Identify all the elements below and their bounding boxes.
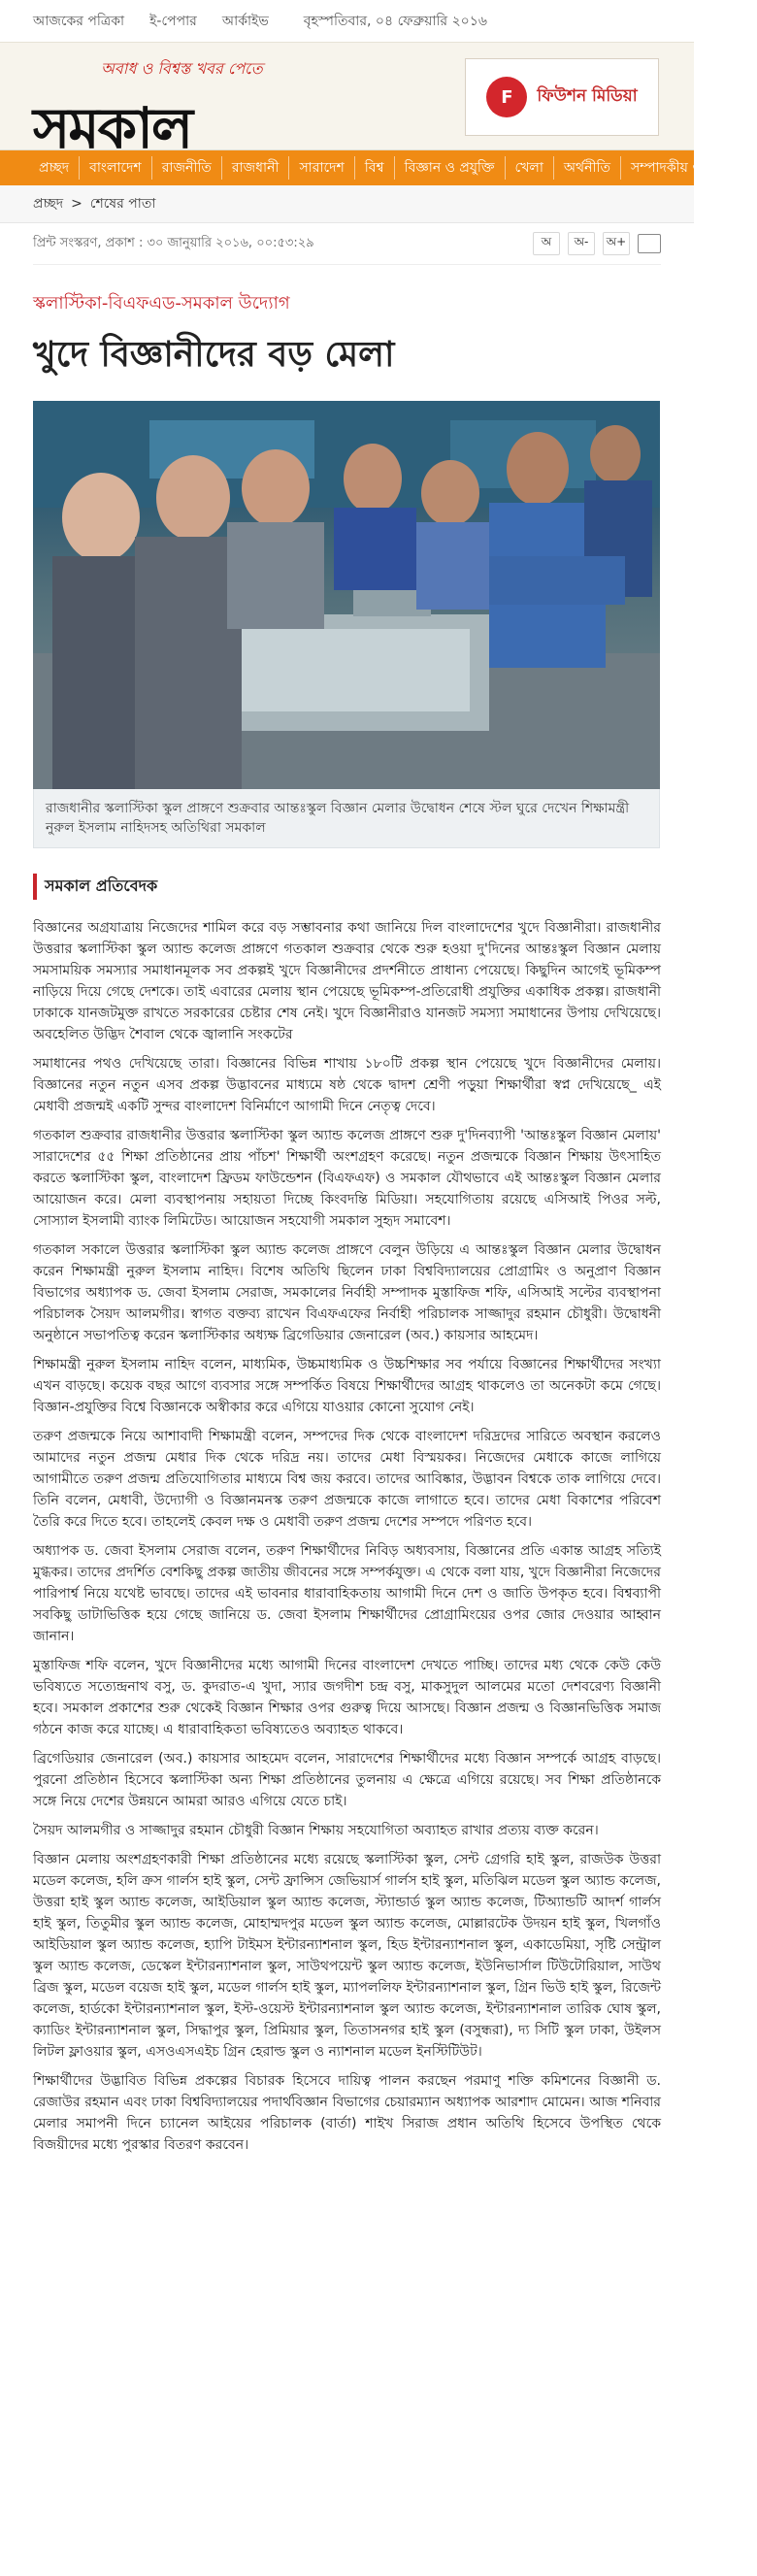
font-decrease-button[interactable]: অ- [568, 232, 595, 255]
nav-item-sports[interactable]: খেলা [506, 156, 554, 180]
article-kicker: স্কলাস্টিকা-বিএফএড-সমকাল উদ্যোগ [33, 293, 290, 314]
nav-item-world[interactable]: বিশ্ব [355, 156, 395, 180]
font-increase-button[interactable]: অ+ [603, 232, 630, 255]
body-paragraph: তরুণ প্রজন্মকে নিয়ে আশাবাদী শিক্ষামন্ত্রী বলেন, সম্পদের দিক থেকে বাংলাদেশ দরিদ্রদের সারিতে অবস্থান করলেও আমাদের নতুন প্রজন্ম মেধার দিক থেকে দরিদ্র নয়। তাদের মেধা বিস্ময়কর। নিজেদের মেধাকে কাজে লাগিয়ে আগামীতে তরুণ প্রজন্ম প্রতিযোগিতার মাধ্যমে বিশ্ব জয় করবে। তাদের আবিষ্কার, উদ্ভাবন বিশ্বকে তাক লাগিয়ে দেবে। তিনি বলেন, মেধাবী, উদ্যোগী ও বিজ্ঞানমনস্ক তরুণ প্রজন্মকে কাজে লাগাতে হবে। তাদের মেধা বিকাশের পরিবেশ তৈরি করে দিতে হবে। তাহলেই কেবল দক্ষ ও মেধাবী তরুণ প্রজন্ম দেশের সম্পদে পরিণত হবে। [33, 1429, 661, 1531]
body-paragraph: শিক্ষামন্ত্রী নুরুল ইসলাম নাহিদ বলেন, মাধ্যমিক, উচ্চমাধ্যমিক ও উচ্চশিক্ষার সব পর্যায়ে বিজ্ঞানের শিক্ষার্থীদের সংখ্যা এখন বাড়ছে। কয়েক বছর আগে ব্যবসার সঙ্গে সম্পর্কিত বিষয়ে শিক্ষার্থীদের আগ্রহ থাকলেও তা অনেকটা কমে গেছে। বিজ্ঞান-প্রযুক্তির বিশ্বে বিজ্ঞানকে অস্বীকার করে এগিয়ে যাওয়ার কোনো সুযোগ নেই। [33, 1357, 661, 1416]
nav-item-home[interactable]: প্রচ্ছদ [29, 156, 80, 180]
article-meta-row [33, 223, 661, 265]
body-paragraph: মুস্তাফিজ শফি বলেন, খুদে বিজ্ঞানীদের মধ্যে আগামী দিনের বাংলাদেশ দেখতে পাচ্ছি। তাদের মধ্য থেকে কেউ কেউ ভবিষ্যতে সত্যেন্দ্রনাথ বসু, ড. কুদরাত-এ খুদা, স্যার জগদীশ চন্দ্র বসু, মাকসুদুল আলমের মতো দেশবরেণ্য বিজ্ঞানী হবে। সমকাল প্রকাশের শুরু থেকেই বিজ্ঞান শিক্ষার ওপর গুরুত্ব দিয়ে আসছে। বিজ্ঞান প্রজন্ম ও বিজ্ঞানভিত্তিক সমাজ গঠনে কাজ করে যাচ্ছে। এ ধারাবাহিকতা ভবিষ্যতেও অব্যাহত থাকবে। [33, 1658, 661, 1738]
body-paragraph: অধ্যাপক ড. জেবা ইসলাম সেরাজ বলেন, তরুণ শিক্ষার্থীদের নিবিড় অধ্যবসায়, বিজ্ঞানের প্রতি একান্ত আগ্রহ সত্যিই মুগ্ধকর। তাদের প্রদর্শিত বেশকিছু প্রকল্প জাতীয় জীবনের সঙ্গে সম্পর্কযুক্ত। এ থেকে বলা যায়, খুদে বিজ্ঞানীরা নিজেদের পারিপার্শ্ব নিয়ে যথেষ্ট ভাবছে। তাদের এই ভাবনার ধারাবাহিকতায় আগামী দিনে দেশ ও জাতি উপকৃত হবে। বিশ্বব্যাপী সবকিছু ডাটাভিত্তিক হয়ে গেছে জানিয়ে ড. জেবা ইসলাম শিক্ষার্থীদের প্রোগ্রামিংয়ের ওপর জোর দেওয়ার আহ্বান জানান। [33, 1543, 661, 1645]
photo-caption: রাজধানীর স্কলাস্টিকা স্কুল প্রাঙ্গণে শুক্রবার আন্তঃস্কুল বিজ্ঞান মেলার উদ্বোধন শেষে স্টল ঘুরে দেখেন শিক্ষামন্ত্রী নুরুল ইসলাম নাহিদসহ অতিথিরা সমকাল [33, 789, 660, 848]
body-paragraph: সৈয়দ আলমগীর ও সাজ্জাদুর রহমান চৌধুরী বিজ্ঞান শিক্ষায় সহযোগিতা অব্যাহত রাখার প্রত্যয় ব্যক্ত করেন। [33, 1823, 599, 1839]
ad-banner-text: ফিউশন মিডিয়া [537, 86, 638, 106]
top-utility-bar [0, 0, 694, 43]
masthead-tagline: অবাধ ও বিশ্বস্ত খবর পেতে [101, 59, 263, 78]
nav-item-science[interactable]: বিজ্ঞান ও প্রযুক্তি [395, 156, 506, 180]
breadcrumb-section[interactable]: শেষের পাতা [89, 196, 156, 212]
topbar-link-today[interactable]: আজকের পত্রিকা [33, 13, 125, 29]
article-photo [33, 401, 660, 789]
breadcrumb-home[interactable]: প্রচ্ছদ [33, 196, 64, 212]
body-paragraph: গতকাল সকালে উত্তরার স্কলাস্টিকা স্কুল অ্যান্ড কলেজ প্রাঙ্গণে বেলুন উড়িয়ে এ আন্তঃস্কুল বিজ্ঞান মেলার উদ্বোধন করেন শিক্ষামন্ত্রী নুরুল ইসলাম নাহিদ। বিশেষ অতিথি ছিলেন ঢাকা বিশ্ববিদ্যালয়ের প্রোগ্রামিং ও অনুপ্রাণ বিজ্ঞান বিভাগের অধ্যাপক ড. জেবা ইসলাম সেরাজ, সমকালের নির্বাহী সম্পাদক মুস্তাফিজ শফি, এসিআই সল্টের ব্যবস্থাপনা পরিচালক সৈয়দ আলমগীর। স্বাগত বক্তব্য রাখেন বিএফএফের নির্বাহী পরিচালক সাজ্জাদুর রহমান চৌধুরী। উদ্বোধনী অনুষ্ঠানে সভাপতিত্ব করেন স্কলাস্টিকার অধ্যক্ষ ব্রিগেডিয়ার জেনারেল (অব.) কায়সার আহমেদ। [33, 1242, 661, 1344]
font-controls [533, 232, 661, 255]
topbar-link-epaper[interactable]: ই-পেপার [149, 13, 197, 29]
nav-item-politics[interactable]: রাজনীতি [152, 156, 222, 180]
article-body [33, 917, 661, 2156]
print-icon[interactable] [638, 234, 661, 253]
article-headline: খুদে বিজ্ঞানীদের বড় মেলা [33, 335, 395, 375]
current-date: বৃহস্পতিবার, ০৪ ফেব্রুয়ারি ২০১৬ [303, 13, 487, 29]
article-container [0, 223, 694, 2156]
body-paragraph: বিজ্ঞান মেলায় অংশগ্রহণকারী শিক্ষা প্রতিষ্ঠানের মধ্যে রয়েছে স্কলাস্টিকা স্কুল, সেন্ট গ্রেগরি হাই স্কুল, রাজউক উত্তরা মডেল কলেজ, হলি ক্রস গার্লস হাই স্কুল, সেন্ট ফ্রান্সিস জেভিয়ার্স গার্লস হাই স্কুল, মতিঝিল মডেল স্কুল অ্যান্ড কলেজ, উত্তরা হাই স্কুল অ্যান্ড কলেজ, আইডিয়াল স্কুল অ্যান্ড কলেজ, স্ট্যান্ডার্ড স্কুল অ্যান্ড কলেজ, টিঅ্যান্ডটি আদর্শ গার্লস হাই স্কুল, তিতুমীর স্কুল অ্যান্ড কলেজ, মোহাম্মদপুর মডেল স্কুল অ্যান্ড কলেজ, মোল্লারটেক উদয়ন হাই স্কুল, খিলগাঁও আইডিয়াল স্কুল অ্যান্ড কলেজ, হ্যাপি টাইমস ইন্টারন্যাশনাল স্কুল, হিড ইন্টারন্যাশনাল স্কুল, একাডেমিয়া, সৃষ্টি সেন্ট্রাল স্কুল অ্যান্ড কলেজ, ডেস্কেল ইন্টারন্যাশনাল স্কুল, সাউথপয়েন্ট স্কুল অ্যান্ড কলেজ, ইউনিভার্সাল টিউটোরিয়াল, সাউথ ব্রিজ স্কুল, মডেল বয়েজ হাই স্কুল, মডেল গার্লস হাই স্কুল, ম্যাপললিফ ইন্টারন্যাশনাল স্কুল, গ্রিন ভিউ হাই স্কুল, রিজেন্ট কলেজ, হার্ডকো ইন্টারন্যাশনাল স্কুল, ইস্ট-ওয়েস্ট ইন্টারন্যাশনাল স্কুল অ্যান্ড কলেজ, ইন্টারন্যাশনাল তারিক ঘোষ স্কুল, ক্যাডিং ইন্টারন্যাশনাল স্কুল, সিদ্ধাপুর স্কুল, প্রিমিয়ার স্কুল, তিতাসনগর হাই স্কুল (বসুন্ধরা), দ্য সিটি স্কুল ঢাকা, উইলস লিটল ফ্লাওয়ার স্কুল, এসওএসএইচ গ্রিন হেরাল্ড স্কুল ও ন্যাশনাল মডেল ইনস্টিটিউট। [33, 1852, 661, 2061]
masthead [0, 43, 694, 161]
nav-item-economy[interactable]: অর্থনীতি [554, 156, 621, 180]
body-paragraph: শিক্ষার্থীদের উদ্ভাবিত বিভিন্ন প্রকল্পের বিচারক হিসেবে দায়িত্ব পালন করছেন পরমাণু শক্তি কমিশনের বিজ্ঞানী ড. রেজাউর রহমান এবং ঢাকা বিশ্ববিদ্যালয়ের পদার্থবিজ্ঞান বিভাগের চেয়ারম্যান অধ্যাপক আরশাদ মোমেন। আজ শনিবার মেলার সমাপনী দিনে চ্যানেল আইয়ের পরিচালক (বার্তা) শাইখ সিরাজ প্রধান অতিথি হিসেবে উপস্থিত থেকে বিজয়ীদের মধ্যে পুরস্কার বিতরণ করবেন। [33, 2073, 661, 2154]
nav-item-bangladesh[interactable]: বাংলাদেশ [80, 156, 152, 180]
breadcrumb [0, 185, 694, 223]
body-paragraph: বিজ্ঞানের অগ্রযাত্রায় নিজেদের শামিল করে বড় সম্ভাবনার কথা জানিয়ে দিল বাংলাদেশের খুদে বিজ্ঞানীরা। রাজধানীর উত্তরার স্কলাস্টিকা স্কুল অ্যান্ড কলেজ প্রাঙ্গণে গতকাল শুক্রবার থেকে শুরু হওয়া দু'দিনের আন্তঃস্কুল বিজ্ঞান মেলায় সমসাময়িক সমস্যার সমাধানমূলক সব প্রকল্পই খুদে বিজ্ঞানীদের প্রদর্শনীতে প্রাধান্য পেয়েছে। কিছুদিন আগেই ভূমিকম্প নাড়িয়ে দিয়ে গেছে দেশকে। তাই এবারের মেলায় স্থান পেয়েছে ভূমিকম্প-প্রতিরোধী প্রযুক্তির একাধিক প্রকল্প। রাজধানী ঢাকাকে যানজটমুক্ত রাখতে সরকারের চেষ্টার শেষ নেই। খুদে বিজ্ঞানীরাও যানজট সমস্যা সমাধানের উপায় দেখিয়েছে। অবহেলিত উদ্ভিদ শৈবাল থেকে জ্বালানি সংকটের [33, 920, 661, 1043]
font-normal-button[interactable]: অ [533, 232, 560, 255]
byline: সমকাল প্রতিবেদক [33, 874, 661, 900]
body-paragraph: সমাধানের পথও দেখিয়েছে তারা। বিজ্ঞানের বিভিন্ন শাখায় ১৮০টি প্রকল্প স্থান পেয়েছে খুদে বিজ্ঞানীদের মেলায়। বিজ্ঞানের নতুন নতুন এসব প্রকল্প উদ্ভাবনের মাধ্যমে ষষ্ঠ থেকে দ্বাদশ শ্রেণী পড়ুয়া শিক্ষার্থীরা স্বপ্ন দেখিয়েছে_ এই মেধাবী প্রজন্মই একটি সুন্দর বাংলাদেশ বিনির্মাণে আগামী দিনে নেতৃত্ব দেবে। [33, 1056, 661, 1115]
breadcrumb-separator-icon: > [71, 196, 82, 212]
nav-item-country[interactable]: সারাদেশ [289, 156, 354, 180]
publish-info: প্রিন্ট সংস্করণ, প্রকাশ : ৩০ জানুয়ারি ২০১৬, ০০:৫৩:২৯ [33, 235, 314, 250]
nav-item-editorial[interactable]: সম্পাদকীয় ও মতামত [621, 156, 757, 180]
topbar-link-archive[interactable]: আর্কাইভ [221, 13, 269, 29]
body-paragraph: গতকাল শুক্রবার রাজধানীর উত্তরার স্কলাস্টিকা স্কুল অ্যান্ড কলেজ প্রাঙ্গণে শুরু দু'দিনব্যাপী 'আন্তঃস্কুল বিজ্ঞান মেলায়' সারাদেশের ৫৫ শিক্ষা প্রতিষ্ঠানের প্রায় পাঁচশ' শিক্ষার্থী অংশগ্রহণ করেছে। নতুন প্রজন্মকে বিজ্ঞান শিক্ষায় উৎসাহিত করতে স্কলাস্টিকা স্কুল, বাংলাদেশ ফ্রিডম ফাউন্ডেশন (বিএফএফ) ও সমকাল যৌথভাবে এই আন্তঃস্কুল বিজ্ঞান মেলার আয়োজন করে। মেলা ব্যবস্থাপনায় সহায়তা দিচ্ছে কিংবদন্তি মিডিয়া। সহযোগিতায় রয়েছে এসিআই পিওর সল্ট, সোস্যাল ইসলামী ব্যাংক লিমিটেড। আয়োজন সহযোগী সমকাল সুহৃদ সমাবেশ। [33, 1128, 661, 1230]
nav-item-capital[interactable]: রাজধানী [222, 156, 290, 180]
ad-banner[interactable] [465, 58, 659, 136]
site-logo[interactable]: সমকাল [33, 95, 192, 161]
photo-illustration [33, 401, 660, 789]
body-paragraph: ব্রিগেডিয়ার জেনারেল (অব.) কায়সার আহমেদ বলেন, সারাদেশের শিক্ষার্থীদের মধ্যে বিজ্ঞান সম্পর্কে আগ্রহ বাড়ছে। পুরনো প্রতিষ্ঠান হিসেবে স্কলাস্টিকা অন্য শিক্ষা প্রতিষ্ঠানের তুলনায় এ ক্ষেত্রে এগিয়ে রয়েছে। সব শিক্ষা প্রতিষ্ঠানকে সঙ্গে নিয়ে দেশের উন্নয়নে আমরা আরও এগিয়ে যেতে চাই। [33, 1751, 661, 1810]
ad-logo-icon: F [486, 77, 527, 117]
